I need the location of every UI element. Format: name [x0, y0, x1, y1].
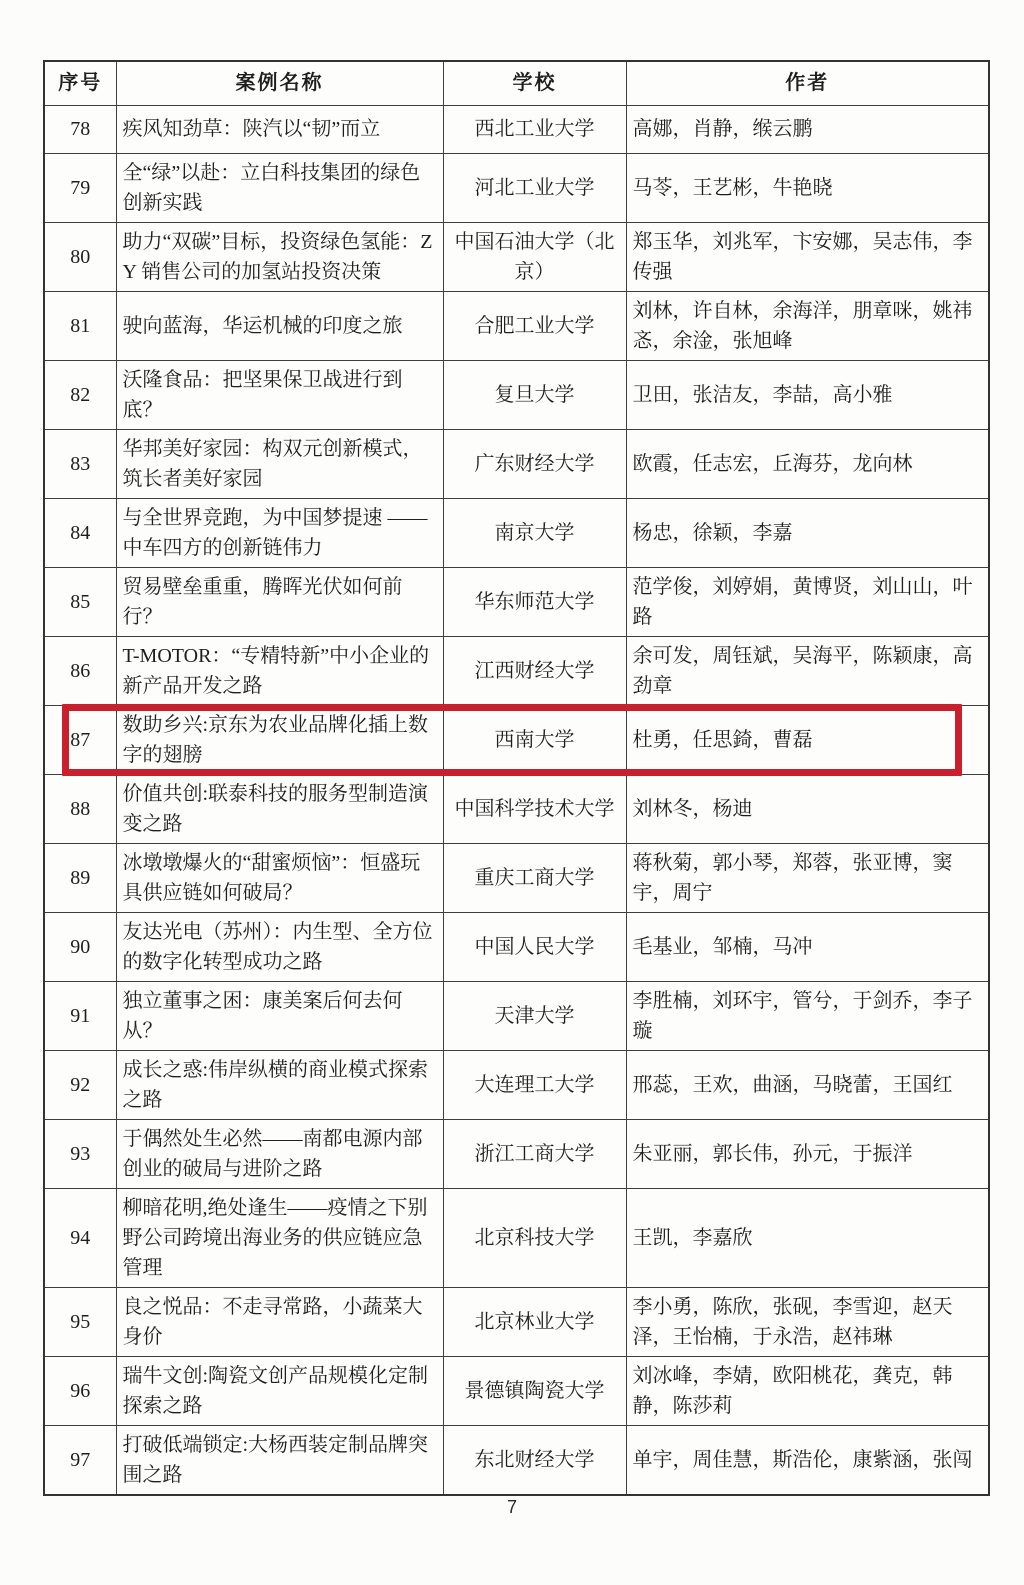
table-row: [44, 1425, 989, 1495]
row-number-cell: 85: [44, 567, 116, 636]
case-title-cell: 柳暗花明,绝处逢生——疫情之下别野公司跨境出海业务的供应链应急管理: [116, 1188, 443, 1287]
table-row: [44, 429, 989, 498]
school-cell: 景德镇陶瓷大学: [443, 1356, 626, 1425]
table-row: [44, 291, 989, 360]
school-cell: 浙江工商大学: [443, 1119, 626, 1188]
authors-cell: 刘林冬，杨迪: [626, 774, 989, 843]
case-title-cell: 助力“双碳”目标，投资绿色氢能：ZY 销售公司的加氢站投资决策: [116, 222, 443, 291]
table-body: [44, 105, 989, 1495]
row-number-cell: 90: [44, 912, 116, 981]
row-number-cell: 96: [44, 1356, 116, 1425]
case-title-cell: 于偶然处生必然——南都电源内部创业的破局与进阶之路: [116, 1119, 443, 1188]
authors-cell: 朱亚丽，郭长伟，孙元，于振洋: [626, 1119, 989, 1188]
authors-cell: 李小勇，陈欣，张砚，李雪迎，赵天泽，王怡楠，于永浩，赵祎琳: [626, 1287, 989, 1356]
authors-cell: 马苓，王艺彬，牛艳晓: [626, 153, 989, 222]
school-cell: 中国人民大学: [443, 912, 626, 981]
school-cell: 合肥工业大学: [443, 291, 626, 360]
case-title-cell: 冰墩墩爆火的“甜蜜烦恼”：恒盛玩具供应链如何破局？: [116, 843, 443, 912]
case-title-cell: 疾风知劲草：陕汽以“韧”而立: [116, 105, 443, 153]
school-cell: 广东财经大学: [443, 429, 626, 498]
case-title-cell: 瑞牛文创:陶瓷文创产品规模化定制探索之路: [116, 1356, 443, 1425]
authors-cell: 杨忠，徐颖，李嘉: [626, 498, 989, 567]
row-number-cell: 84: [44, 498, 116, 567]
table-row: [44, 1287, 989, 1356]
header-cell-authors: 作者: [626, 61, 989, 105]
school-cell: 北京科技大学: [443, 1188, 626, 1287]
case-title-cell: 友达光电（苏州）：内生型、全方位的数字化转型成功之路: [116, 912, 443, 981]
header-cell-school: 学校: [443, 61, 626, 105]
page-number: 7: [506, 1497, 517, 1517]
row-number-cell: 83: [44, 429, 116, 498]
school-cell: 天津大学: [443, 981, 626, 1050]
case-title-cell: 驶向蓝海，华运机械的印度之旅: [116, 291, 443, 360]
table-row: [44, 567, 989, 636]
row-number-cell: 95: [44, 1287, 116, 1356]
school-cell: 北京林业大学: [443, 1287, 626, 1356]
school-cell: 中国石油大学（北京）: [443, 222, 626, 291]
table-row: [44, 843, 989, 912]
case-title-cell: 华邦美好家园：构双元创新模式，筑长者美好家园: [116, 429, 443, 498]
school-cell: 复旦大学: [443, 360, 626, 429]
row-number-cell: 94: [44, 1188, 116, 1287]
row-number-cell: 93: [44, 1119, 116, 1188]
table-row: [44, 636, 989, 705]
table-row: [44, 774, 989, 843]
case-title-cell: 打破低端锁定:大杨西装定制品牌突围之路: [116, 1425, 443, 1495]
row-number-cell: 97: [44, 1425, 116, 1495]
case-title-cell: 价值共创:联泰科技的服务型制造演变之路: [116, 774, 443, 843]
case-title-cell: T-MOTOR：“专精特新”中小企业的新产品开发之路: [116, 636, 443, 705]
row-number-cell: 81: [44, 291, 116, 360]
school-cell: 河北工业大学: [443, 153, 626, 222]
table-row: [44, 498, 989, 567]
row-number-cell: 92: [44, 1050, 116, 1119]
row-number-cell: 79: [44, 153, 116, 222]
school-cell: 华东师范大学: [443, 567, 626, 636]
table-row: [44, 981, 989, 1050]
school-cell: 大连理工大学: [443, 1050, 626, 1119]
authors-cell: 毛基业，邹楠，马冲: [626, 912, 989, 981]
authors-cell: 李胜楠，刘环宇，管兮，于剑乔，李子璇: [626, 981, 989, 1050]
header-cell-number: 序号: [44, 61, 116, 105]
authors-cell: 王凯，李嘉欣: [626, 1188, 989, 1287]
row-number-cell: 87: [44, 705, 116, 774]
row-number-cell: 88: [44, 774, 116, 843]
authors-cell: 余可发，周钰斌，吴海平，陈颖康，高劲章: [626, 636, 989, 705]
authors-cell: 邢蕊，王欢，曲涵，马晓蕾，王国红: [626, 1050, 989, 1119]
authors-cell: 郑玉华，刘兆军，卞安娜，吴志伟，李传强: [626, 222, 989, 291]
school-cell: 南京大学: [443, 498, 626, 567]
school-cell: 中国科学技术大学: [443, 774, 626, 843]
case-title-cell: 与全世界竞跑，为中国梦提速 ——中车四方的创新链伟力: [116, 498, 443, 567]
table-row: [44, 153, 989, 222]
row-number-cell: 80: [44, 222, 116, 291]
table-row: [44, 105, 989, 153]
row-number-cell: 78: [44, 105, 116, 153]
table-row: [44, 1356, 989, 1425]
case-title-cell: 数助乡兴:京东为农业品牌化插上数字的翅膀: [116, 705, 443, 774]
table-row: [44, 1050, 989, 1119]
school-cell: 西南大学: [443, 705, 626, 774]
authors-cell: 刘冰峰，李婧，欧阳桃花，龚克，韩静，陈莎莉: [626, 1356, 989, 1425]
authors-cell: 卫田，张洁友，李喆，高小雅: [626, 360, 989, 429]
case-title-cell: 成长之惑:伟岸纵横的商业模式探索之路: [116, 1050, 443, 1119]
row-number-cell: 91: [44, 981, 116, 1050]
case-title-cell: 良之悦品：不走寻常路，小蔬菜大身价: [116, 1287, 443, 1356]
header-cell-title: 案例名称: [116, 61, 443, 105]
table-row: [44, 1119, 989, 1188]
table-row: [44, 360, 989, 429]
authors-cell: 蒋秋菊，郭小琴，郑蓉，张亚博，窦宇，周宁: [626, 843, 989, 912]
row-number-cell: 82: [44, 360, 116, 429]
authors-cell: 高娜，肖静，缑云鹏: [626, 105, 989, 153]
table-row: [44, 705, 989, 774]
case-title-cell: 全“绿”以赴：立白科技集团的绿色创新实践: [116, 153, 443, 222]
header-row: [44, 61, 989, 105]
table-row: [44, 912, 989, 981]
school-cell: 东北财经大学: [443, 1425, 626, 1495]
table-row: [44, 1188, 989, 1287]
case-title-cell: 沃隆食品：把坚果保卫战进行到底？: [116, 360, 443, 429]
table-header: [44, 61, 989, 105]
school-cell: 江西财经大学: [443, 636, 626, 705]
table-row: [44, 222, 989, 291]
authors-cell: 欧霞，任志宏，丘海芬，龙向林: [626, 429, 989, 498]
row-number-cell: 86: [44, 636, 116, 705]
authors-cell: 单宇，周佳慧，斯浩伦，康紫涵，张闯: [626, 1425, 989, 1495]
authors-cell: 范学俊，刘婷娟，黄博贤，刘山山，叶路: [626, 567, 989, 636]
school-cell: 重庆工商大学: [443, 843, 626, 912]
authors-cell: 杜勇，任思錡，曹磊: [626, 705, 989, 774]
case-title-cell: 独立董事之困：康美案后何去何从？: [116, 981, 443, 1050]
row-number-cell: 89: [44, 843, 116, 912]
case-table: [43, 60, 990, 1496]
case-title-cell: 贸易壁垒重重，腾晖光伏如何前行？: [116, 567, 443, 636]
school-cell: 西北工业大学: [443, 105, 626, 153]
authors-cell: 刘林，许自林，余海洋，朋章咪，姚祎忞，余淦，张旭峰: [626, 291, 989, 360]
